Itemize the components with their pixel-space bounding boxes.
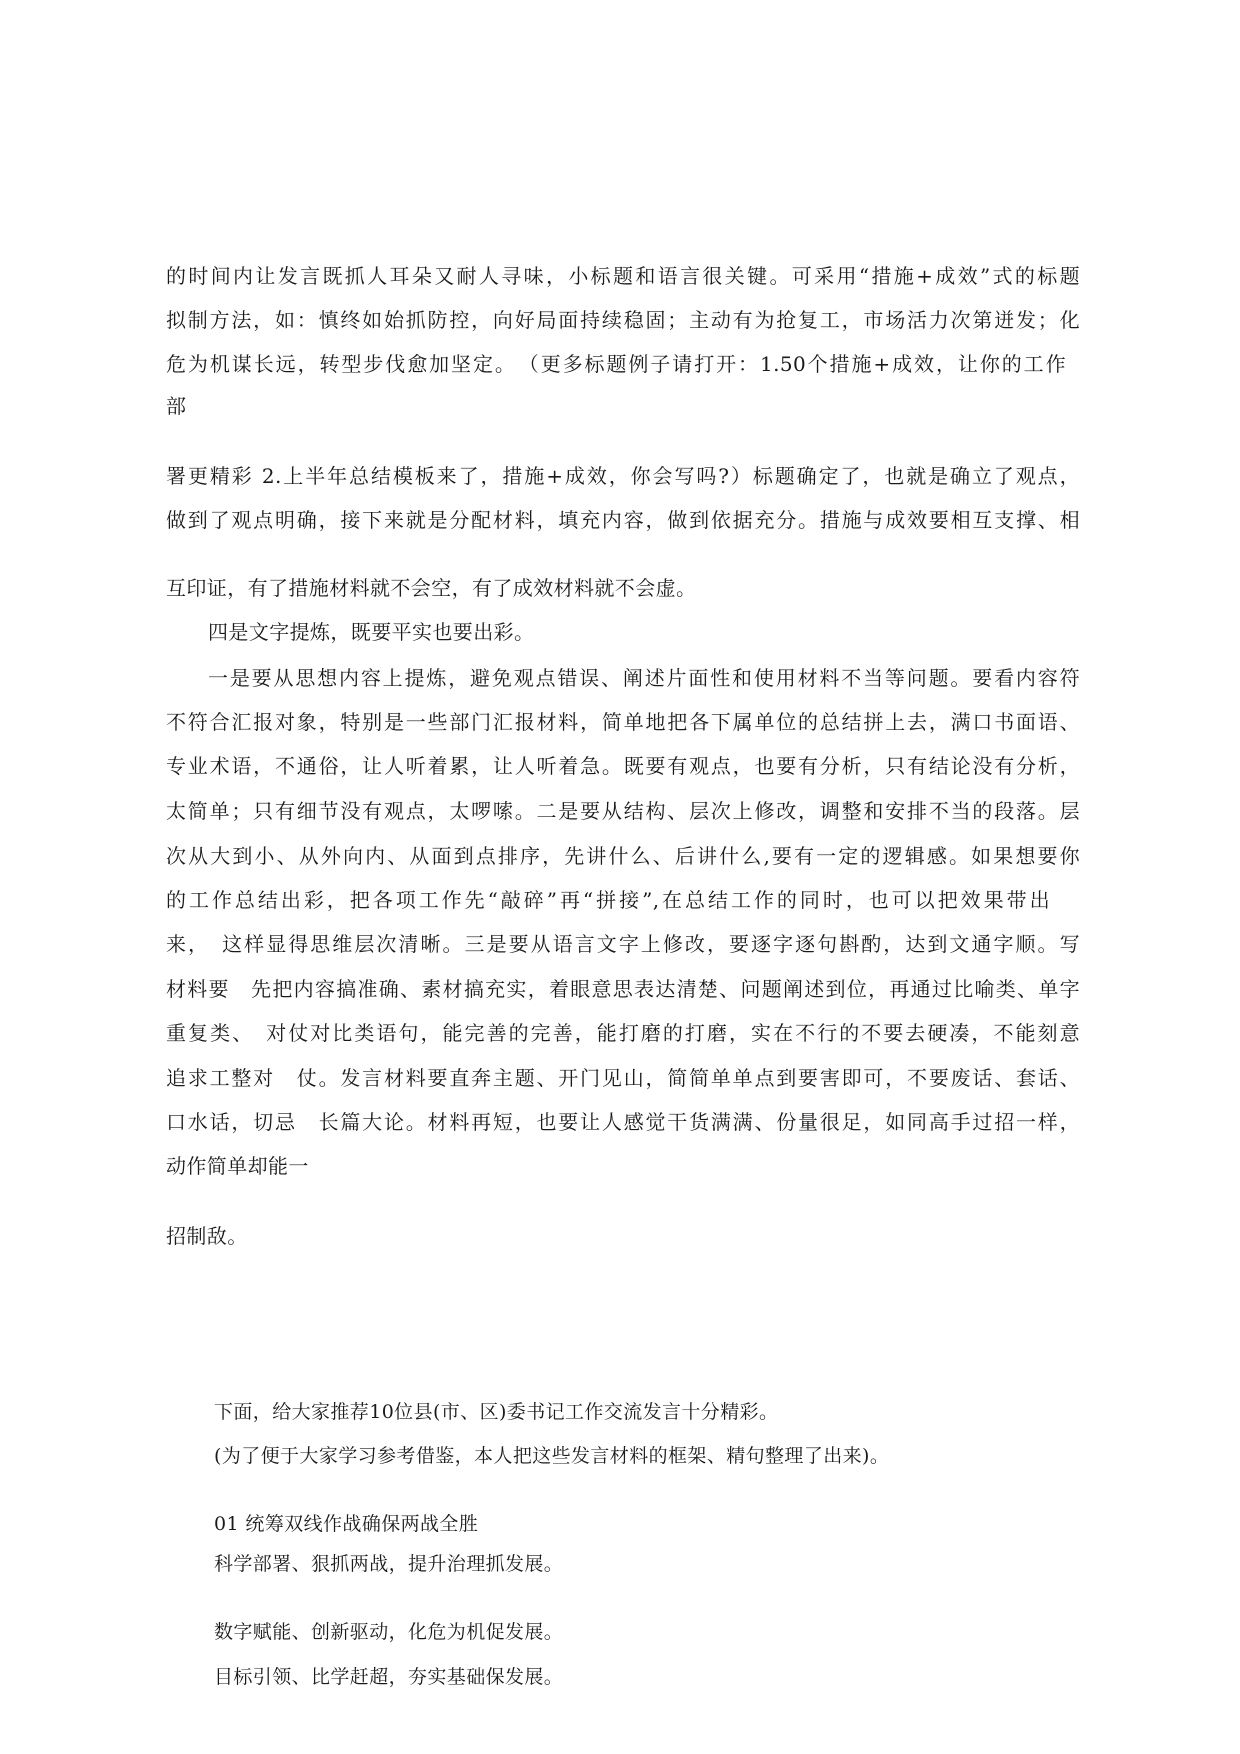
recommend-note: (为了便于大家学习参考借鉴，本人把这些发言材料的框架、精句整理了出来)。 <box>214 1445 890 1467</box>
body-text-line: 太简单；只有细节没有观点，太啰嗦。二是要从结构、层次上修改，调整和安排不当的段落。层 <box>166 799 1080 823</box>
body-text-line: 口水话，切忌 长篇大论。材料再短，也要让人感觉干货满满、份量很足，如同高手过招一样， <box>166 1110 1080 1134</box>
item-point: 数字赋能、创新驱动，化危为机促发展。 <box>214 1621 564 1643</box>
body-text-line: 做到了观点明确，接下来就是分配材料，填充内容，做到依据充分。措施与成效要相互支撑、相 <box>166 508 1080 532</box>
item-point: 科学部署、狠抓两战，提升治理抓发展。 <box>214 1553 564 1575</box>
body-text-line: 一是要从思想内容上提炼，避免观点错误、阐述片面性和使用材料不当等问题。要看内容符 <box>208 666 1080 690</box>
body-text-line: 追求工整对 仗。发言材料要直奔主题、开门见山，简简单单点到要害即可，不要废话、套话、 <box>166 1066 1080 1090</box>
body-text-line: 署更精彩 2.上半年总结模板来了，措施+成效，你会写吗?）标题确定了，也就是确立了观点， <box>166 464 1080 488</box>
body-text-line: 部 <box>166 394 187 418</box>
body-text-line: 招制敌。 <box>166 1224 248 1248</box>
section-heading: 四是文字提炼，既要平实也要出彩。 <box>208 620 535 644</box>
body-text-line: 不符合汇报对象，特别是一些部门汇报材料，简单地把各下属单位的总结拼上去，满口书面语、 <box>166 710 1080 734</box>
body-text-line: 重复类、 对仗对比类语句，能完善的完善，能打磨的打磨，实在不行的不要去硬凑，不能刻意 <box>166 1021 1080 1045</box>
body-text-line: 动作简单却能一 <box>166 1154 309 1178</box>
item-title: 01 统筹双线作战确保两战全胜 <box>214 1513 479 1535</box>
body-text-line: 材料要 先把内容搞准确、素材搞充实，着眼意思表达清楚、问题阐述到位，再通过比喻类、单字 <box>166 977 1080 1001</box>
body-text-line: 来， 这样显得思维层次清晰。三是要从语言文字上修改，要逐字逐句斟酌，达到文通字顺。写 <box>166 932 1080 956</box>
body-text-line: 专业术语，不通俗，让人听着累，让人听着急。既要有观点，也要有分析，只有结论没有分析， <box>166 754 1080 778</box>
body-text-line: 的工作总结出彩，把各项工作先“敲碎”再“拼接”,在总结工作的同时，也可以把效果带出 <box>166 888 1050 912</box>
body-text-line: 的时间内让发言既抓人耳朵又耐人寻味，小标题和语言很关键。可采用“措施+成效”式的标题 <box>166 264 1080 288</box>
body-text-line: 次从大到小、从外向内、从面到点排序，先讲什么、后讲什么,要有一定的逻辑感。如果想要你 <box>166 844 1080 868</box>
body-text-line: 危为机谋长远，转型步伐愈加坚定。 （更多标题例子请打开：1.50个措施+成效，让你的工作 <box>166 352 1066 376</box>
recommend-intro: 下面，给大家推荐10位县(市、区)委书记工作交流发言十分精彩。 <box>214 1401 779 1423</box>
body-text-line: 拟制方法，如：慎终如始抓防控，向好局面持续稳固；主动有为抢复工，市场活力次第迸发；化 <box>166 308 1080 332</box>
body-text-line: 互印证，有了措施材料就不会空，有了成效材料就不会虚。 <box>166 576 697 600</box>
item-point: 目标引领、比学赶超，夯实基础保发展。 <box>214 1666 564 1688</box>
